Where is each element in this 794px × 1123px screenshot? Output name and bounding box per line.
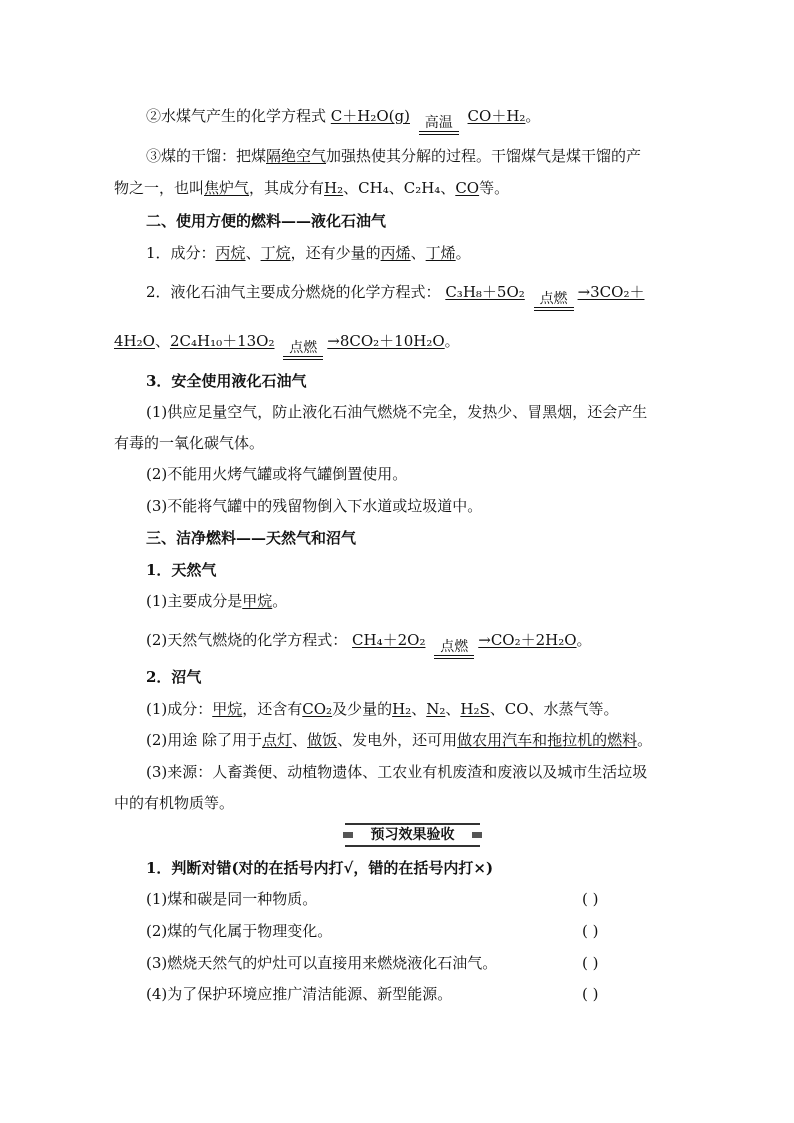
text: ③煤的干馏：把煤 xyxy=(146,147,267,165)
paragraph-line xyxy=(146,146,641,166)
text: 、发电外，还可用 xyxy=(337,731,458,749)
text: 物之一，也叫 xyxy=(114,179,205,197)
text: ，还有少量的 xyxy=(290,244,381,262)
text: 。 xyxy=(525,107,541,125)
equals-bar xyxy=(419,131,459,135)
answer: 甲烷 xyxy=(242,592,273,610)
answer: →8CO₂＋10H₂O xyxy=(327,332,445,350)
text: 、 xyxy=(292,731,308,749)
text: 。 xyxy=(455,244,471,262)
section-heading: 二、使用方便的燃料——液化石油气 xyxy=(146,212,387,230)
question-item: (4)为了保护环境应推广清洁能源、新型能源。 xyxy=(146,985,453,1003)
paragraph-line xyxy=(146,699,619,719)
text: 、 xyxy=(245,244,261,262)
paragraph-line xyxy=(146,243,471,263)
answer: →3CO₂＋ xyxy=(577,283,645,301)
paragraph-line: (2)不能用火烤气罐或将气罐倒置使用。 xyxy=(146,465,408,483)
answer: 丁烷 xyxy=(260,244,291,262)
text: 、CO、水蒸气等。 xyxy=(489,700,619,718)
paragraph-line xyxy=(114,178,509,198)
text: 加强热使其分解的过程。干馏煤气是煤干馏的产 xyxy=(326,147,642,165)
question-item: (3)燃烧天然气的炉灶可以直接用来燃烧液化石油气。 xyxy=(146,954,498,972)
answer: 做饭 xyxy=(307,731,338,749)
section-banner: 预习效果验收 xyxy=(345,823,480,847)
answer-bracket: ( ) xyxy=(582,954,599,972)
paragraph-line xyxy=(146,591,287,611)
question-item: (1)煤和碳是同一种物质。 xyxy=(146,890,318,908)
text: 、 xyxy=(410,244,426,262)
text: 、 xyxy=(154,332,170,350)
condition-label: 点燃 xyxy=(539,291,568,307)
equation-methane xyxy=(146,630,592,659)
answer: CO＋H₂ xyxy=(467,107,526,125)
subheading: 1．天然气 xyxy=(146,561,217,579)
text: (1)主要成分是 xyxy=(146,592,243,610)
answer: C₃H₈＋5O₂ xyxy=(445,283,525,301)
equals-bar xyxy=(434,655,474,659)
reaction-condition xyxy=(534,291,574,311)
answer-bracket: ( ) xyxy=(582,985,599,1003)
answer: 点灯 xyxy=(262,731,293,749)
answer: CO₂ xyxy=(302,700,333,718)
reaction-condition xyxy=(419,115,459,135)
text: 1．成分： xyxy=(146,244,216,262)
text: (2)天然气燃烧的化学方程式： xyxy=(146,631,348,649)
answer: N₂ xyxy=(426,700,446,718)
answer: 丙烯 xyxy=(380,244,411,262)
question-title: 1．判断对错(对的在括号内打√，错的在括号内打×) xyxy=(146,859,494,877)
answer: →CO₂＋2H₂O xyxy=(478,631,577,649)
equation-butane xyxy=(114,331,460,360)
text: 2．液化石油气主要成分燃烧的化学方程式： xyxy=(146,283,441,301)
equation-water-gas xyxy=(146,106,540,135)
reaction-condition xyxy=(283,340,323,360)
answer: H₂ xyxy=(324,179,344,197)
condition-label: 点燃 xyxy=(289,340,318,356)
answer-bracket: ( ) xyxy=(582,890,599,908)
answer: 焦炉气 xyxy=(204,179,250,197)
text: ②水煤气产生的化学方程式 xyxy=(146,107,327,125)
subheading: 3．安全使用液化石油气 xyxy=(146,372,307,390)
text: ，还含有 xyxy=(242,700,303,718)
answer: 4H₂O xyxy=(114,332,155,350)
equals-bar xyxy=(283,356,323,360)
paragraph-line xyxy=(146,730,652,750)
answer: CH₄＋2O₂ xyxy=(352,631,426,649)
text: 。 xyxy=(272,592,288,610)
condition-label: 高温 xyxy=(424,115,453,131)
paragraph-line: 有毒的一氧化碳气体。 xyxy=(114,434,265,452)
text: (1)成分： xyxy=(146,700,213,718)
paragraph-line: 中的有机物质等。 xyxy=(114,794,235,812)
paragraph-line: (3)不能将气罐中的残留物倒入下水道或垃圾道中。 xyxy=(146,497,483,515)
answer-bracket: ( ) xyxy=(582,922,599,940)
question-item: (2)煤的气化属于物理变化。 xyxy=(146,922,333,940)
answer: H₂ xyxy=(392,700,412,718)
text: ，其成分有 xyxy=(249,179,325,197)
answer: C＋H₂O(g) xyxy=(330,107,410,125)
text: 。 xyxy=(637,731,653,749)
paragraph-line: (3)来源：人畜粪便、动植物遗体、工农业有机废渣和废液以及城市生活垃圾 xyxy=(146,763,648,781)
section-heading: 三、洁净燃料——天然气和沼气 xyxy=(146,529,357,547)
condition-label: 点燃 xyxy=(440,639,469,655)
reaction-condition xyxy=(434,639,474,659)
answer: CO xyxy=(455,179,480,197)
answer: 丙烷 xyxy=(215,244,246,262)
equation-propane xyxy=(146,282,644,311)
answer: 甲烷 xyxy=(212,700,243,718)
text: (2)用途 除了用于 xyxy=(146,731,263,749)
answer: 做农用汽车和拖拉机的燃料 xyxy=(457,731,638,749)
answer: 丁烯 xyxy=(425,244,456,262)
text: 。 xyxy=(576,631,592,649)
text: 及少量的 xyxy=(332,700,393,718)
text: 、 xyxy=(411,700,427,718)
equals-bar xyxy=(534,307,574,311)
subheading: 2．沼气 xyxy=(146,668,202,686)
answer: 2C₄H₁₀＋13O₂ xyxy=(169,332,275,350)
answer: H₂S xyxy=(460,700,490,718)
text: 、CH₄、C₂H₄、 xyxy=(343,179,456,197)
text: 。 xyxy=(444,332,460,350)
text: 、 xyxy=(445,700,461,718)
paragraph-line: (1)供应足量空气，防止液化石油气燃烧不完全，发热少、冒黑烟，还会产生 xyxy=(146,403,648,421)
text: 等。 xyxy=(479,179,510,197)
answer: 隔绝空气 xyxy=(266,147,327,165)
